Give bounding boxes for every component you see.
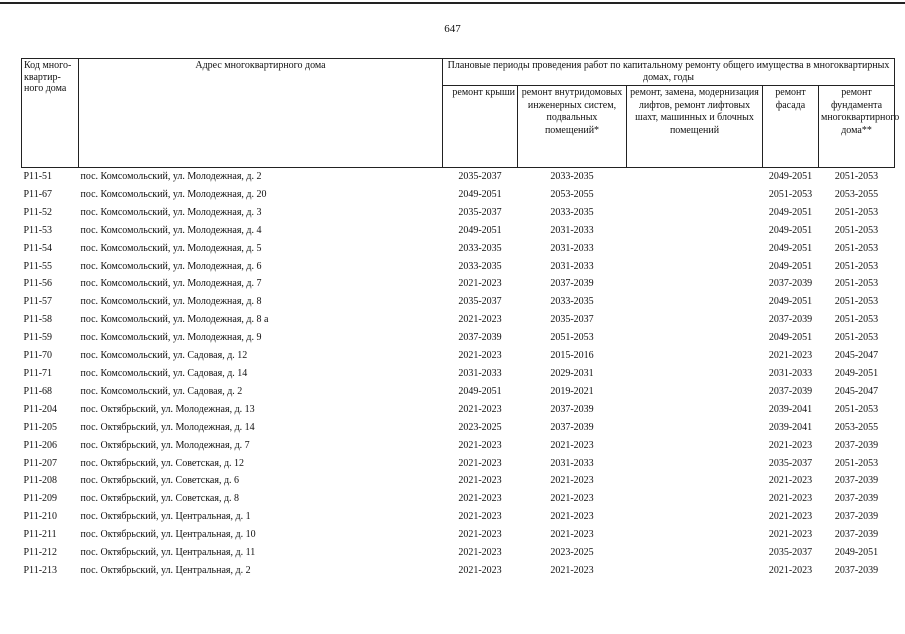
- cell-foundation: 2051-2053: [834, 260, 879, 272]
- cell-foundation: 2051-2053: [834, 171, 879, 182]
- header-foundation: ремонт фундамента многоквартирного дома**: [819, 86, 895, 168]
- cell-address: пос. Комсомольский, ул. Молодежная, д. 9: [80, 332, 262, 344]
- table-row: [22, 455, 895, 473]
- cell-engineering: 2033-2035: [550, 171, 594, 182]
- cell-roof: 2035-2037: [458, 296, 502, 308]
- cell-facade: 2021-2023: [768, 350, 813, 362]
- cell-lifts: [627, 455, 763, 473]
- cell-code: P11-68: [23, 385, 53, 397]
- cell-roof: 2021-2023: [458, 439, 502, 451]
- cell-facade: 2035-2037: [768, 547, 813, 559]
- cell-address: пос. Комсомольский, ул. Молодежная, д. 7: [80, 278, 262, 290]
- cell-code: P11-206: [23, 439, 58, 451]
- table-row: [22, 401, 895, 419]
- cell-code: P11-204: [23, 403, 58, 415]
- cell-roof: 2037-2039: [458, 332, 502, 344]
- cell-code: P11-59: [23, 332, 53, 344]
- cell-address: пос. Октябрьский, ул. Молодежная, д. 7: [80, 439, 250, 451]
- cell-code: P11-56: [23, 278, 53, 290]
- cell-engineering: 2037-2039: [550, 421, 594, 433]
- cell-roof: 2021-2023: [458, 547, 502, 559]
- cell-address: пос. Комсомольский, ул. Молодежная, д. 5: [80, 242, 262, 254]
- table-row: [22, 186, 895, 204]
- cell-code: P11-207: [23, 457, 58, 469]
- cell-facade: 2049-2051: [768, 296, 813, 308]
- page-number: 647: [444, 23, 461, 35]
- cell-engineering: 2031-2033: [550, 260, 594, 272]
- header-periods: Плановые периоды проведения работ по капитальному ремонту общего имущества в многоквартирных домах, годы: [443, 59, 895, 86]
- cell-facade: 2021-2023: [768, 493, 813, 505]
- table-row: [22, 383, 895, 401]
- cell-lifts: [627, 544, 763, 562]
- cell-code: P11-71: [23, 367, 53, 379]
- cell-code: P11-57: [23, 296, 53, 308]
- cell-foundation: 2051-2053: [834, 296, 879, 308]
- cell-lifts: [627, 275, 763, 293]
- cell-address: пос. Октябрьский, ул. Советская, д. 8: [80, 493, 240, 505]
- cell-code: P11-213: [23, 564, 58, 576]
- cell-engineering: 2021-2023: [550, 529, 594, 541]
- cell-foundation: 2051-2053: [834, 457, 879, 469]
- table-row: [22, 562, 895, 580]
- cell-engineering: 2023-2025: [550, 547, 594, 559]
- cell-code: P11-58: [23, 314, 53, 326]
- cell-address: пос. Октябрьский, ул. Советская, д. 6: [80, 475, 240, 487]
- cell-address: пос. Октябрьский, ул. Молодежная, д. 13: [80, 403, 255, 415]
- cell-facade: 2021-2023: [768, 529, 813, 541]
- cell-engineering: 2051-2053: [550, 332, 594, 344]
- table-row: [22, 222, 895, 240]
- cell-lifts: [627, 365, 763, 383]
- cell-lifts: [627, 204, 763, 222]
- cell-lifts: [627, 437, 763, 455]
- table-row: [22, 293, 895, 311]
- cell-address: пос. Комсомольский, ул. Молодежная, д. 20: [80, 188, 267, 200]
- cell-foundation: 2051-2053: [834, 224, 879, 236]
- table-row: [22, 472, 895, 490]
- cell-roof: 2033-2035: [458, 260, 502, 272]
- cell-code: P11-210: [23, 511, 58, 523]
- cell-address: пос. Октябрьский, ул. Центральная, д. 11: [80, 547, 256, 559]
- cell-code: P11-209: [23, 493, 58, 505]
- cell-lifts: [627, 329, 763, 347]
- cell-code: P11-55: [23, 260, 53, 272]
- table-row: [22, 526, 895, 544]
- cell-foundation: 2049-2051: [834, 367, 879, 379]
- cell-foundation: 2045-2047: [834, 385, 879, 397]
- cell-foundation: 2045-2047: [834, 350, 879, 362]
- cell-lifts: [627, 258, 763, 276]
- cell-foundation: 2049-2051: [834, 547, 879, 559]
- cell-engineering: 2021-2023: [550, 475, 594, 487]
- cell-lifts: [627, 383, 763, 401]
- cell-lifts: [627, 311, 763, 329]
- cell-lifts: [627, 240, 763, 258]
- table-row: [22, 508, 895, 526]
- cell-foundation: 2037-2039: [834, 511, 879, 523]
- table-row: [22, 258, 895, 276]
- cell-lifts: [627, 508, 763, 526]
- cell-facade: 2037-2039: [768, 314, 813, 326]
- cell-lifts: [627, 472, 763, 490]
- cell-facade: 2021-2023: [768, 439, 813, 451]
- cell-code: P11-67: [23, 188, 53, 200]
- cell-roof: 2023-2025: [458, 421, 502, 433]
- page-top-rule: [0, 2, 905, 4]
- cell-engineering: 2021-2023: [550, 439, 594, 451]
- cell-foundation: 2037-2039: [834, 564, 879, 576]
- cell-facade: 2039-2041: [768, 421, 813, 433]
- cell-lifts: [627, 562, 763, 580]
- cell-facade: 2035-2037: [768, 457, 813, 469]
- cell-code: P11-70: [23, 350, 53, 362]
- cell-roof: 2021-2023: [458, 314, 502, 326]
- cell-code: P11-52: [23, 206, 53, 218]
- table-row: [22, 437, 895, 455]
- table-row: [22, 204, 895, 222]
- header-address: Адрес многоквартирного дома: [79, 59, 443, 168]
- cell-engineering: 2033-2035: [550, 206, 594, 218]
- cell-roof: 2021-2023: [458, 564, 502, 576]
- table-row: [22, 490, 895, 508]
- capital-repair-schedule-table: [21, 58, 900, 580]
- cell-facade: 2039-2041: [768, 403, 813, 415]
- cell-lifts: [627, 168, 763, 186]
- cell-foundation: 2053-2055: [834, 421, 879, 433]
- cell-code: P11-54: [23, 242, 53, 254]
- cell-engineering: 2021-2023: [550, 493, 594, 505]
- cell-engineering: 2033-2035: [550, 296, 594, 308]
- cell-roof: 2033-2035: [458, 242, 502, 254]
- cell-code: P11-212: [23, 547, 58, 559]
- cell-foundation: 2051-2053: [834, 206, 879, 218]
- cell-engineering: 2015-2016: [550, 350, 594, 362]
- header-engineering: ремонт внутридомовых инженерных систем, подвальных помещений*: [518, 86, 627, 168]
- cell-facade: 2051-2053: [768, 188, 813, 200]
- table-row: [22, 329, 895, 347]
- cell-engineering: 2029-2031: [550, 367, 594, 379]
- cell-engineering: 2019-2021: [550, 385, 594, 397]
- cell-address: пос. Комсомольский, ул. Молодежная, д. 4: [80, 224, 262, 236]
- cell-foundation: 2037-2039: [834, 529, 879, 541]
- header-facade: ремонт фасада: [763, 86, 819, 168]
- cell-address: пос. Комсомольский, ул. Молодежная, д. 6: [80, 260, 262, 272]
- cell-address: пос. Комсомольский, ул. Садовая, д. 14: [80, 367, 248, 379]
- table-row: [22, 365, 895, 383]
- cell-facade: 2031-2033: [768, 367, 813, 379]
- cell-address: пос. Октябрьский, ул. Центральная, д. 2: [80, 564, 251, 576]
- cell-roof: 2035-2037: [458, 171, 502, 182]
- cell-address: пос. Октябрьский, ул. Советская, д. 12: [80, 457, 245, 469]
- cell-roof: 2021-2023: [458, 529, 502, 541]
- cell-facade: 2049-2051: [768, 171, 813, 182]
- cell-roof: 2021-2023: [458, 403, 502, 415]
- cell-address: пос. Комсомольский, ул. Садовая, д. 2: [80, 385, 243, 397]
- cell-facade: 2049-2051: [768, 242, 813, 254]
- cell-roof: 2021-2023: [458, 278, 502, 290]
- cell-lifts: [627, 419, 763, 437]
- cell-roof: 2035-2037: [458, 206, 502, 218]
- cell-facade: 2049-2051: [768, 260, 813, 272]
- cell-address: пос. Комсомольский, ул. Молодежная, д. 8: [80, 296, 262, 308]
- cell-code: P11-211: [23, 529, 57, 541]
- cell-address: пос. Комсомольский, ул. Молодежная, д. 2: [80, 171, 262, 182]
- cell-address: пос. Комсомольский, ул. Молодежная, д. 8 а: [80, 314, 269, 326]
- cell-address: пос. Октябрьский, ул. Центральная, д. 1: [80, 511, 251, 523]
- header-lifts: ремонт, замена, модернизация лифтов, ремонт лифтовых шахт, машинных и блочных помещений: [627, 86, 763, 168]
- table-row: [22, 419, 895, 437]
- cell-facade: 2021-2023: [768, 564, 813, 576]
- cell-address: пос. Октябрьский, ул. Центральная, д. 10: [80, 529, 256, 541]
- cell-lifts: [627, 526, 763, 544]
- cell-facade: 2049-2051: [768, 332, 813, 344]
- header-code: Код много-квартир-ного дома: [22, 59, 79, 168]
- cell-code: P11-51: [23, 171, 53, 182]
- cell-lifts: [627, 186, 763, 204]
- cell-facade: 2037-2039: [768, 385, 813, 397]
- cell-lifts: [627, 401, 763, 419]
- cell-foundation: 2051-2053: [834, 403, 879, 415]
- cell-address: пос. Комсомольский, ул. Молодежная, д. 3: [80, 206, 262, 218]
- cell-code: P11-208: [23, 475, 58, 487]
- cell-code: P11-205: [23, 421, 58, 433]
- cell-facade: 2049-2051: [768, 206, 813, 218]
- header-roof: ремонт крыши: [443, 86, 518, 168]
- cell-foundation: 2051-2053: [834, 278, 879, 290]
- table-row: [22, 275, 895, 293]
- cell-foundation: 2051-2053: [834, 332, 879, 344]
- cell-engineering: 2031-2033: [550, 457, 594, 469]
- cell-foundation: 2051-2053: [834, 242, 879, 254]
- cell-foundation: 2037-2039: [834, 493, 879, 505]
- cell-lifts: [627, 347, 763, 365]
- table-row: [22, 168, 895, 186]
- cell-roof: 2031-2033: [458, 367, 502, 379]
- cell-facade: 2049-2051: [768, 224, 813, 236]
- cell-engineering: 2037-2039: [550, 278, 594, 290]
- table-row: [22, 240, 895, 258]
- cell-facade: 2037-2039: [768, 278, 813, 290]
- table-row: [22, 311, 895, 329]
- cell-engineering: 2021-2023: [550, 564, 594, 576]
- cell-foundation: 2053-2055: [834, 188, 879, 200]
- cell-address: пос. Комсомольский, ул. Садовая, д. 12: [80, 350, 248, 362]
- table-row: [22, 544, 895, 562]
- cell-roof: 2021-2023: [458, 511, 502, 523]
- table-row: [22, 347, 895, 365]
- cell-engineering: 2031-2033: [550, 224, 594, 236]
- cell-roof: 2021-2023: [458, 457, 502, 469]
- cell-code: P11-53: [23, 224, 53, 236]
- cell-lifts: [627, 490, 763, 508]
- cell-roof: 2021-2023: [458, 350, 502, 362]
- cell-roof: 2049-2051: [458, 385, 502, 397]
- cell-engineering: 2053-2055: [550, 188, 594, 200]
- cell-lifts: [627, 222, 763, 240]
- cell-roof: 2049-2051: [458, 188, 502, 200]
- cell-roof: 2021-2023: [458, 475, 502, 487]
- cell-engineering: 2037-2039: [550, 403, 594, 415]
- cell-foundation: 2051-2053: [834, 314, 879, 326]
- cell-facade: 2021-2023: [768, 475, 813, 487]
- cell-engineering: 2021-2023: [550, 511, 594, 523]
- table-body: [22, 168, 895, 580]
- cell-address: пос. Октябрьский, ул. Молодежная, д. 14: [80, 421, 255, 433]
- cell-foundation: 2037-2039: [834, 475, 879, 487]
- cell-engineering: 2035-2037: [550, 314, 594, 326]
- cell-foundation: 2037-2039: [834, 439, 879, 451]
- cell-facade: 2021-2023: [768, 511, 813, 523]
- cell-roof: 2049-2051: [458, 224, 502, 236]
- cell-engineering: 2031-2033: [550, 242, 594, 254]
- cell-lifts: [627, 293, 763, 311]
- cell-roof: 2021-2023: [458, 493, 502, 505]
